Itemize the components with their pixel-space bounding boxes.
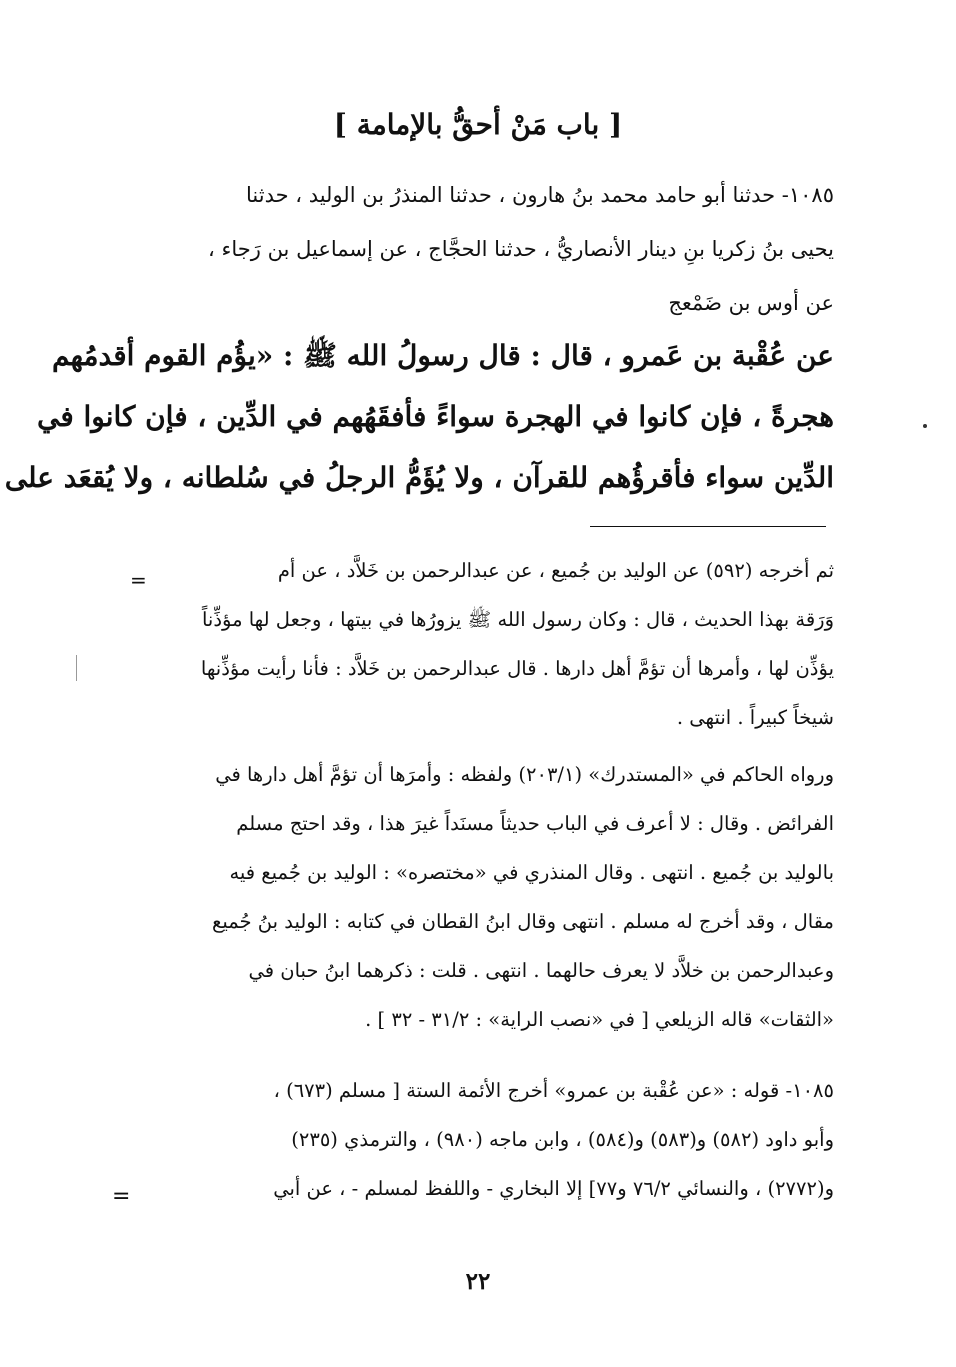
footnote-separator [590, 526, 826, 527]
continuation-mark: = [130, 568, 147, 592]
hadith-isnad [114, 168, 834, 330]
footnote-line: الفرائض . وقال : لا أعرف في الباب حديثاً مسنَداً غيرَ هذا ، وقد احتج مسلم [236, 812, 834, 835]
footnote-1085 [119, 1066, 834, 1213]
margin-mark [76, 655, 77, 681]
footnote-hakim [119, 750, 834, 1044]
footnote-line: يؤذِّن لها ، وأمرها أن تؤمَّ أهل دارها . قال عبدالرحمن بن خَلاَّد : فأنا رأيت مؤذِّنها [200, 657, 834, 680]
footnote-line: و(٢٧٧٢) ، والنسائي ٧٦/٢ و٧٧] إلا البخاري - واللفظ لمسلم - ، عن أبي [273, 1177, 834, 1200]
footnote-line: ١٠٨٥- قوله : «عن عُقْبة بن عمرو» أخرج الأئمة الستة [ مسلم (٦٧٣) ، [273, 1079, 834, 1102]
continuation-mark-bottom: = [112, 1184, 131, 1209]
matn-line: الدِّين سواء فأقرؤُهم للقرآن ، ولا يُؤَمُّ الرجلُ في سُلطانه ، ولا يُقعَد على [4, 461, 834, 494]
footnote-line: «الثقات» قاله الزيلعي [ في «نصب الراية» : ٣١/٢ - ٣٢ ] . [365, 1008, 834, 1031]
footnote-line: ورواه الحاكم في «المستدرك» (٢٠٣/١) ولفظه : وأمرَها أن تؤمَّ أهل دارها في [215, 763, 834, 786]
hadith-matn [4, 325, 834, 508]
footnote-line: وأبو داود (٥٨٢) و(٥٨٣) و(٥٨٤) ، وابن ماجه (٩٨٠) ، والترمذي (٢٣٥) [291, 1128, 834, 1151]
margin-dot [923, 424, 927, 428]
footnote-line: ثم أخرجه (٥٩٢) عن الوليد بن جُميع ، عن عبدالرحمن بن خَلاَّد ، عن أم [277, 559, 834, 582]
isnad-line: عن أوس بن ضَمْعج [668, 291, 834, 315]
matn-line: عن عُقْبة بن عَمرو ، قال : قال رسولُ الله ﷺ : «يؤُم القوم أقدمُهم [51, 339, 834, 372]
footnote-line: بالوليد بن جُميع . انتهى . وقال المنذري في «مختصره» : الوليد بن جُميع فيه [229, 861, 834, 884]
isnad-line: ١٠٨٥- حدثنا أبو حامد محمد بنُ هارون ، حدثنا المنذرُ بن الوليد ، حدثنا [245, 183, 834, 207]
footnote-line: وعبدالرحمن بن خلاَّد لا يعرف حالهما . انتهى . قلت : ذكرهما ابنُ حبان في [248, 959, 834, 982]
footnote-line: مقال ، وقد أخرج له مسلم . انتهى وقال ابنُ القطان في كتابه : الوليد بنُ جُميع [211, 910, 834, 933]
footnote-line: شيخاً كبيراً . انتهى . [676, 706, 834, 729]
chapter-title: [ باب مَنْ أحقُّ بالإمامة ] [333, 108, 623, 141]
page-number: ٢٢ [465, 1268, 491, 1295]
footnote-continued [119, 546, 834, 742]
matn-line: هجرةً ، فإن كانوا في الهجرة سواءً فأفقَهُهم في الدِّين ، فإن كانوا في [37, 400, 834, 433]
isnad-line: يحيى بنُ زكريا بنِ دينار الأنصاريُّ ، حدثنا الحجَّاج ، عن إسماعيل بن رَجاء ، [208, 237, 834, 261]
footnote-line: وَرَقة بهذا الحديث ، قال : وكان رسول الله ﷺ يزورُها في بيتها ، وجعل لها مؤذِّناً [201, 608, 834, 631]
